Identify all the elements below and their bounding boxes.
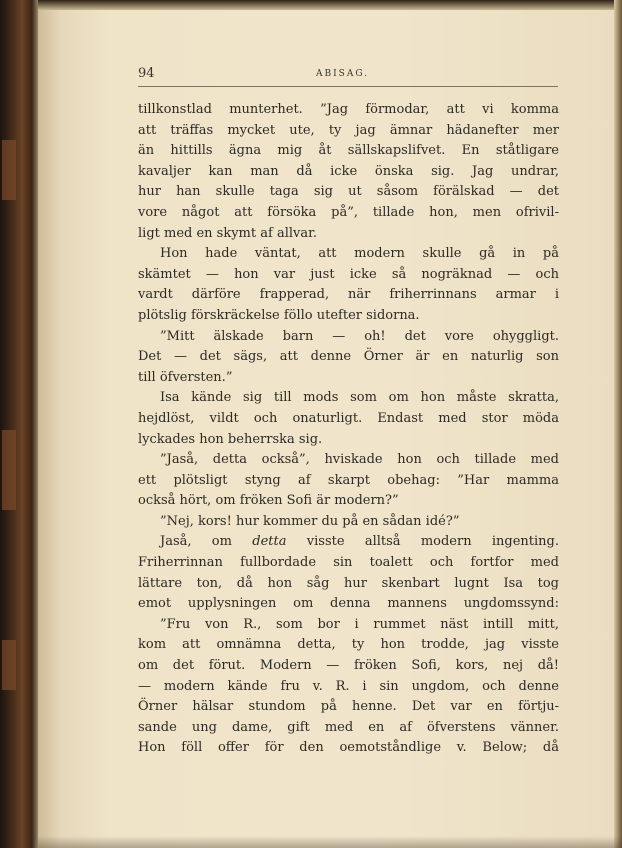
text-line: kom att omnämna detta, ty hon trodde, jag visste: [138, 637, 559, 653]
binding-wear: [2, 640, 16, 690]
text-line: ”Mitt älskade barn — oh! det vore ohyggligt.: [160, 328, 559, 344]
emphasis: detta: [252, 534, 287, 550]
text-line: skämtet — hon var just icke så nogräknad — och: [138, 266, 559, 282]
text-line: plötslig förskräckelse föllo utefter sidorna.: [138, 307, 420, 323]
text-line: [138, 532, 559, 553]
page-bottom-shadow: [38, 836, 622, 848]
text-line: ”Nej, kors! hur kommer du på en sådan idé?”: [160, 513, 460, 529]
text-line: Hon hade väntat, att modern skulle gå in på: [160, 246, 559, 262]
text-line: tillkonstlad munterhet. ”Jag förmodar, att vi komma: [138, 102, 559, 117]
text-line: också hört, om fröken Sofi är modern?”: [138, 493, 399, 509]
text-line: ett plötsligt styng af skarpt obehag: ”Har mamma: [138, 472, 559, 488]
page-header: [138, 66, 558, 86]
text-line: ”Fru von R., som bor i rummet näst intill mitt,: [160, 616, 559, 632]
text-line: — modern kände fru v. R. i sin ungdom, och denne: [138, 678, 559, 694]
text-line: Hon föll offer för den oemotståndlige v. Below; då: [138, 740, 559, 756]
header-rule: [138, 86, 558, 87]
text-segment: visste alltså modern ingenting.: [306, 534, 559, 550]
text-line: lyckades hon beherrska sig.: [138, 431, 323, 447]
text-line: Isa kände sig till mods som om hon måste skratta,: [160, 390, 559, 406]
text-line: Friherrinnan fullbordade sin toalett och fortfor med: [138, 555, 559, 571]
text-line: ligt med en skymt af allvar.: [138, 225, 318, 241]
text-segment: Jaså, om: [160, 534, 232, 550]
text-line: vore något att försöka på”, tillade hon, men ofrivil-: [138, 204, 559, 220]
text-line: Örner hälsar stundom på henne. Det var en förtju-: [138, 699, 559, 715]
text-line: Det — det sägs, att denne Örner är en naturlig son: [138, 349, 559, 365]
text-line: kavaljer kan man då icke önska sig. Jag undrar,: [138, 163, 559, 179]
text-line: att träffas mycket ute, ty jag ämnar hädanefter mer: [138, 122, 559, 138]
body-text: [138, 100, 559, 759]
text-line: lättare ton, då hon såg hur skenbart lugnt Isa tog: [138, 575, 559, 591]
text-line: till öfversten.”: [138, 369, 233, 385]
binding-wear: [2, 140, 16, 200]
text-line: än hittills ägna mig åt sällskapslifvet. En ståtligare: [138, 143, 559, 159]
text-line: hejdlöst, vildt och onaturligt. Endast med stor möda: [138, 410, 559, 426]
page-right-edge: [614, 0, 622, 848]
book-binding: [0, 0, 40, 848]
binding-wear: [2, 430, 16, 510]
text-line: sande ung dame, gift med en af öfverstens vänner.: [138, 719, 559, 735]
text-line: hur han skulle taga sig ut såsom förälskad — det: [138, 184, 559, 200]
page-top-edge: [38, 0, 622, 10]
text-line: vardt därföre frapperad, när friherrinnans armar i: [138, 287, 559, 303]
text-line: om det förut. Modern — fröken Sofi, kors, nej då!: [138, 658, 559, 674]
page-number: 94: [138, 66, 155, 81]
text-line: ”Jaså, detta också”, hviskade hon och tillade med: [160, 452, 559, 468]
running-head: ABISAG.: [316, 69, 370, 79]
text-line: emot upplysningen om denna mannens ungdomssynd:: [138, 596, 559, 612]
